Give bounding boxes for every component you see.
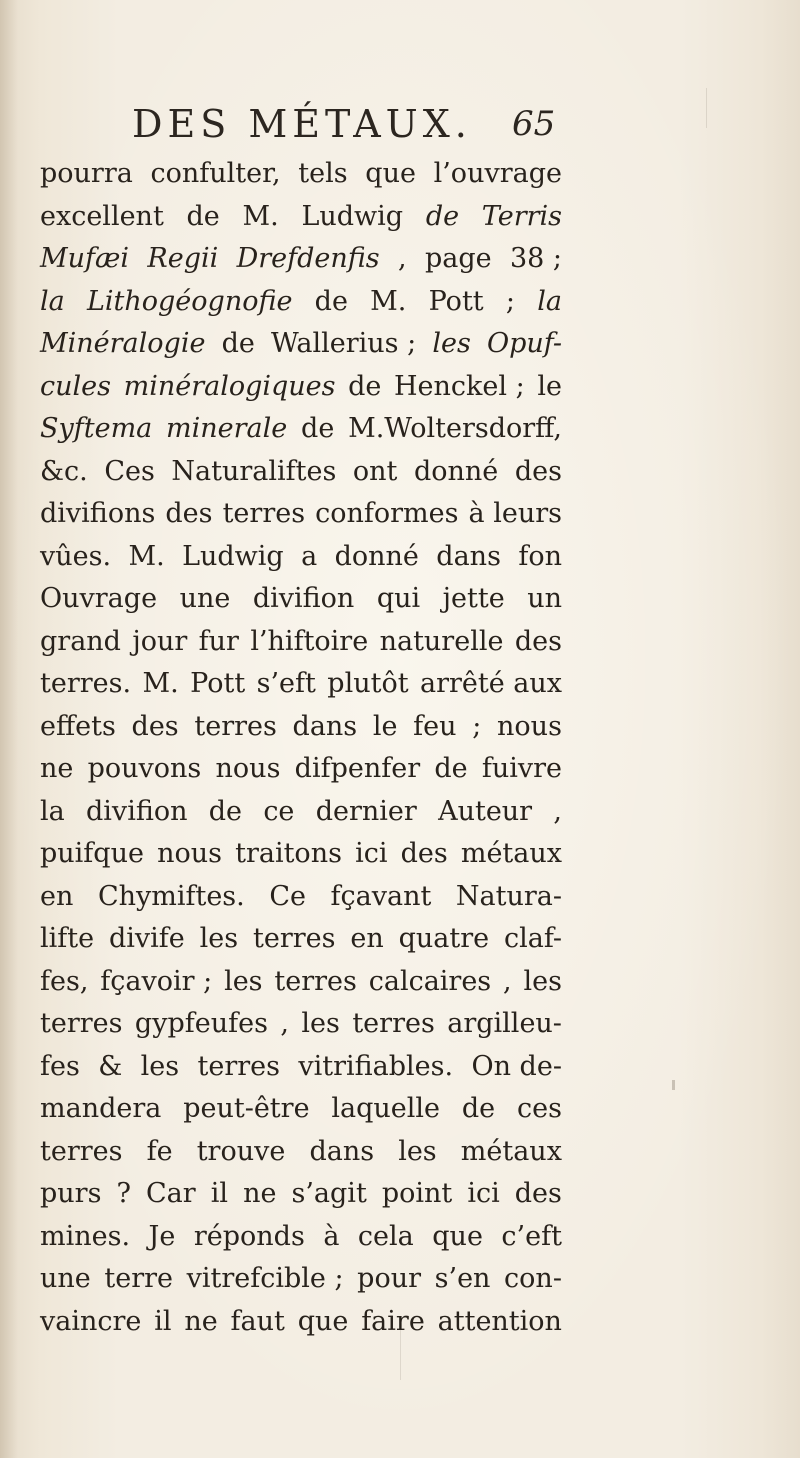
word: vitrefcible ; <box>186 1263 344 1294</box>
word: ne <box>243 1178 277 1209</box>
text-line <box>40 1046 562 1089</box>
text-line <box>40 451 562 494</box>
word: feu <box>413 710 457 742</box>
word: Naturaliftes <box>171 455 337 487</box>
word: minerale <box>166 413 288 444</box>
text-line <box>40 748 562 791</box>
word: cules <box>40 370 111 402</box>
word: de <box>434 753 468 784</box>
word: jour <box>132 625 188 657</box>
text-line <box>40 876 562 919</box>
word: ont <box>352 455 398 487</box>
word: fes <box>40 1050 80 1082</box>
word: terres <box>197 1050 280 1082</box>
word: réponds <box>193 1220 305 1252</box>
running-title: DES MÉTAUX. <box>132 102 472 146</box>
word: 38 ; <box>509 243 562 274</box>
word: il <box>154 1305 172 1337</box>
word: terres <box>222 498 306 529</box>
word: mandera <box>40 1093 162 1124</box>
word: terres <box>40 1008 123 1039</box>
word: à <box>323 1220 340 1252</box>
word: des <box>131 710 179 742</box>
paper-speck <box>706 88 707 128</box>
word: Regii <box>147 243 219 274</box>
word: divifion <box>86 795 188 827</box>
word: de <box>461 1093 496 1124</box>
paper-speck <box>400 1330 401 1380</box>
word: les <box>398 1135 437 1167</box>
text-line <box>40 578 562 621</box>
word: divifions <box>40 498 156 529</box>
word: Mufæi <box>40 243 130 274</box>
word: une <box>179 583 231 614</box>
word: arrêté aux <box>419 668 562 699</box>
word: vûes. <box>40 540 112 572</box>
word: , <box>398 243 407 274</box>
word: fuivre <box>481 753 562 784</box>
word: un <box>527 583 562 614</box>
word: dans <box>292 710 358 742</box>
word: ; <box>472 710 482 742</box>
word: le <box>372 710 398 742</box>
word: trouve <box>196 1135 286 1167</box>
text-line <box>40 706 562 749</box>
word: puifque <box>40 838 144 869</box>
text-line <box>40 1301 562 1344</box>
word: &c. <box>40 455 88 487</box>
word: vaincre <box>40 1305 142 1337</box>
word: en <box>40 880 74 912</box>
word: terres <box>252 923 336 954</box>
word: grand <box>40 625 121 657</box>
word: des <box>514 625 562 657</box>
word: que <box>365 158 416 189</box>
text-line <box>40 1173 562 1216</box>
word: la <box>537 285 562 317</box>
word: tels <box>298 158 348 189</box>
word: M.Woltersdorff, <box>348 413 562 444</box>
word: Je <box>148 1220 176 1252</box>
word: métaux <box>460 1135 562 1167</box>
word: mines. <box>40 1220 131 1252</box>
word: nous <box>497 710 562 742</box>
text-line <box>40 323 562 366</box>
word: divife <box>108 923 185 954</box>
page-gutter-shadow <box>0 0 18 1458</box>
word: de <box>301 413 335 444</box>
word: pour <box>357 1263 422 1294</box>
word: une <box>40 1263 91 1294</box>
text-line <box>40 408 562 451</box>
word: M. <box>142 668 179 699</box>
word: terres <box>40 1135 123 1167</box>
word: métaux <box>460 838 562 869</box>
word: ici <box>355 838 388 869</box>
word: M. <box>370 285 407 317</box>
word: Pott <box>190 668 246 699</box>
word: calcaires <box>368 965 492 997</box>
word: , <box>553 795 562 827</box>
word: ? <box>116 1178 131 1209</box>
word: fes, <box>40 965 89 997</box>
word: fçavant <box>330 880 432 912</box>
word: divifion <box>252 583 355 614</box>
word: argilleu- <box>447 1008 562 1039</box>
text-line <box>40 1131 562 1174</box>
word: la <box>40 795 65 827</box>
word: des <box>514 1178 562 1209</box>
word: nous <box>215 753 281 784</box>
text-line <box>40 281 562 324</box>
word: Opuf- <box>486 328 562 359</box>
word: faut <box>230 1305 285 1337</box>
word: Terris <box>481 200 562 232</box>
text-line <box>40 961 562 1004</box>
word: faire <box>361 1305 425 1337</box>
word: naturelle <box>379 625 504 657</box>
word: ne <box>184 1305 218 1337</box>
word: s’agit <box>291 1178 367 1209</box>
text-line <box>40 536 562 579</box>
word: purs <box>40 1178 102 1209</box>
word: les <box>224 965 263 997</box>
word: Ludwig <box>301 200 404 232</box>
word: ; <box>505 285 515 317</box>
word: dernier <box>315 795 417 827</box>
word: Lithogéognofie <box>86 285 293 317</box>
word: vitrifiables. <box>298 1050 454 1082</box>
word: pouvons <box>87 753 202 784</box>
word: On de- <box>471 1050 562 1082</box>
word: les <box>523 965 562 997</box>
text-line <box>40 918 562 961</box>
word: dans <box>309 1135 375 1167</box>
word: des <box>165 498 213 529</box>
word: Wallerius ; <box>271 328 417 359</box>
word: nous <box>157 838 222 869</box>
word: confulter, <box>150 158 281 189</box>
word: les <box>432 328 471 359</box>
word: ces <box>516 1093 562 1124</box>
word: plutôt <box>327 668 409 699</box>
word: le <box>537 370 562 402</box>
word: Auteur <box>438 795 533 827</box>
paper-speck <box>672 1080 675 1090</box>
word: a <box>301 540 318 572</box>
word: ne <box>40 753 74 784</box>
word: de <box>186 200 220 232</box>
word: & <box>98 1050 123 1082</box>
word: de <box>314 285 348 317</box>
word: les <box>140 1050 180 1082</box>
word: fçavoir ; <box>100 965 213 997</box>
word: pourra <box>40 158 133 189</box>
word: Syftema <box>40 413 153 444</box>
word: terres <box>194 710 277 742</box>
text-line <box>40 1216 562 1259</box>
word: les <box>199 923 239 954</box>
word: effets <box>40 710 116 742</box>
word: quatre <box>398 923 490 954</box>
word: Chymiftes. <box>97 880 245 912</box>
text-line <box>40 621 562 664</box>
word: ce <box>263 795 295 827</box>
word: laquelle <box>331 1093 441 1124</box>
text-line <box>40 833 562 876</box>
word: page <box>424 243 492 274</box>
word: donné <box>334 540 419 572</box>
word: traitons <box>235 838 342 869</box>
word: c’eft <box>501 1220 562 1252</box>
text-line <box>40 1003 562 1046</box>
word: , <box>280 1008 289 1039</box>
text-line <box>40 791 562 834</box>
word: Ouvrage <box>40 583 158 614</box>
word: Car <box>146 1178 196 1209</box>
word: s’en <box>434 1263 491 1294</box>
word: les <box>301 1008 340 1039</box>
word: des <box>514 455 562 487</box>
word: que <box>297 1305 349 1337</box>
word: terre <box>104 1263 173 1294</box>
word: Ce <box>269 880 306 912</box>
text-line <box>40 1258 562 1301</box>
word: con- <box>504 1263 562 1294</box>
text-line <box>40 153 562 196</box>
word: de <box>348 370 382 402</box>
word: claf- <box>503 923 562 954</box>
word: M. <box>128 540 165 572</box>
word: de <box>425 200 460 232</box>
word: de <box>208 795 243 827</box>
word: , <box>503 965 512 997</box>
word: Natura- <box>455 880 562 912</box>
word: fe <box>146 1135 173 1167</box>
word: qui <box>376 583 421 614</box>
word: Ces <box>104 455 155 487</box>
word: donné <box>413 455 499 487</box>
word: fur <box>198 625 239 657</box>
word: terres <box>352 1008 435 1039</box>
word: en <box>350 923 384 954</box>
word: de <box>221 328 255 359</box>
word: terres. <box>40 668 132 699</box>
word: Ludwig <box>182 540 284 572</box>
word: lifte <box>40 923 95 954</box>
page-header <box>0 100 800 150</box>
word: Minéralogie <box>40 328 206 359</box>
word: s’eft <box>256 668 316 699</box>
word: peut-être <box>183 1093 310 1124</box>
text-line <box>40 196 562 239</box>
word: à leurs <box>468 498 562 529</box>
word: conformes <box>315 498 459 529</box>
word: minéralogiques <box>123 370 336 402</box>
word: il <box>210 1178 229 1209</box>
word: excellent <box>40 200 164 232</box>
word: terres <box>274 965 357 997</box>
word: que <box>432 1220 483 1252</box>
text-line <box>40 1088 562 1131</box>
word: l’ouvrage <box>433 158 562 189</box>
word: difpenfer <box>294 753 421 784</box>
word: point <box>381 1178 453 1209</box>
text-line <box>40 238 562 281</box>
word: ici <box>467 1178 500 1209</box>
word: Drefdenfis <box>236 243 380 274</box>
word: des <box>400 838 448 869</box>
text-line <box>40 663 562 706</box>
word: la <box>40 285 65 317</box>
text-line <box>40 366 562 409</box>
word: jette <box>442 583 505 614</box>
word: l’hiftoire <box>250 625 369 657</box>
text-line <box>40 493 562 536</box>
word: cela <box>357 1220 414 1252</box>
word: Henckel ; <box>394 370 525 402</box>
body-text <box>40 153 780 1343</box>
word: Pott <box>428 285 484 317</box>
word: gypfeufes <box>134 1008 268 1039</box>
word: dans <box>436 540 501 572</box>
page-number: 65 <box>512 104 556 144</box>
word: M. <box>242 200 279 232</box>
word: fon <box>518 540 562 572</box>
word: attention <box>437 1305 562 1337</box>
